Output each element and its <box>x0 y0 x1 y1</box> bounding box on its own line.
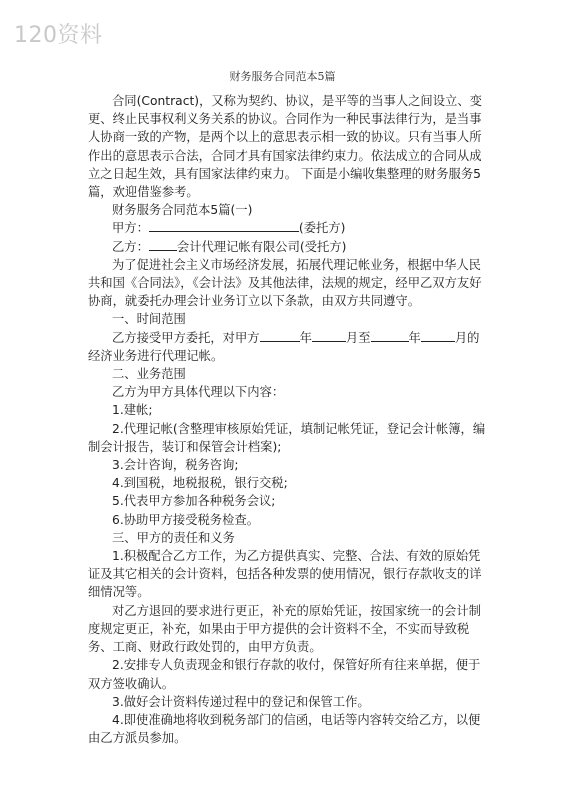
party-a-label: 甲方： <box>112 221 149 236</box>
section1-heading: 一、时间范围 <box>112 312 186 327</box>
document-body <box>88 92 488 747</box>
section2-item: 3.会计咨询，税务咨询; <box>112 458 239 473</box>
month-to-label: 月至 <box>345 330 371 345</box>
section2-item: 5.代表甲方参加各种税务会议; <box>112 494 276 509</box>
watermark: 120资料 <box>14 23 103 48</box>
section3-item: 2.安排专人负责现金和银行存款的收付，保管好所有往来单据，便于双方签收确认。 <box>88 658 481 691</box>
party-b-name: 会计代理记帐有限公司 <box>176 239 300 254</box>
section2-heading: 二、业务范围 <box>112 367 186 382</box>
section3-item: 对乙方退回的要求进行更正，补充的原始凭证，按国家统一的会计制度规定更正，补充，如果由于甲方提供的会计资料不全，不实而导致税务、工商、财政行政处罚的，由甲方负责。 <box>88 603 481 655</box>
section2-item: 2.代理记帐(含整理审核原始凭证，填制记帐凭证，登记会计帐簿，编制会计报告，装订和保管会计档案); <box>88 421 486 454</box>
section3-heading: 三、甲方的责任和义务 <box>112 530 235 545</box>
section2-item: 1.建帐; <box>112 403 153 418</box>
start-month-blank <box>312 329 346 342</box>
party-b-label: 乙方： <box>112 239 149 254</box>
purpose-paragraph: 为了促进社会主义市场经济发展，拓展代理记帐业务，根据中华人民共和国《合同法》，《会计法》及其他法律，法规的规定，经甲乙双方友好协商，就委托办理会计业务订立以下条款，由双方共同遵守。 <box>88 257 482 309</box>
contract-subtitle: 财务服务合同范本5篇(一) <box>112 203 253 218</box>
party-a-line <box>88 219 488 237</box>
end-month-blank <box>421 329 455 342</box>
start-year-blank <box>260 329 300 342</box>
section3-item: 1.积极配合乙方工作，为乙方提供真实、完整、合法、有效的原始凭证及其它相关的会计资料，包括各种发票的使用情况，银行存款收支的详细情况等。 <box>88 549 482 600</box>
section1-paragraph <box>88 329 488 365</box>
document-title: 财务服务合同范本5篇 <box>229 70 336 83</box>
section1-text-a: 乙方接受甲方委托，对甲方 <box>112 330 260 345</box>
section3-item: 3.做好会计资料传递过程中的登记和保管工作。 <box>112 694 370 709</box>
party-b-blank <box>149 238 177 251</box>
end-year-blank <box>371 329 409 342</box>
party-a-suffix: (委托方) <box>298 221 346 236</box>
section2-item: 4.到国税，地税报税，银行交税; <box>112 476 288 491</box>
section3-item: 4.即使准确地将收到税务部门的信函，电话等内容转交给乙方，以便由乙方派员参加。 <box>88 712 481 746</box>
party-a-blank <box>149 219 299 232</box>
year-label-2: 年 <box>408 330 421 345</box>
section2-intro: 乙方为甲方具体代理以下内容： <box>112 385 285 400</box>
party-b-line <box>88 238 488 256</box>
section1-text-b: 月的经济业务进行代理记帐。 <box>88 330 480 363</box>
party-b-suffix: (受托方) <box>299 239 347 254</box>
section2-item: 6.协助甲方接受税务检查。 <box>112 512 259 527</box>
intro-paragraph: 合同(Contract)，又称为契约、协议，是平等的当事人之间设立、变更、终止民事权利义务关系的协议。合同作为一种民事法律行为，是当事人协商一致的产物，是两个以上的意思表示相一致的协议。只有当事人所作出的意思表示合法，合同才具有国家法律约束力。依法成立的合同从成立之日起生效，具有国家法律约束力。 下面是小编收集整理的财务服务5篇，欢迎借鉴参考。 <box>88 94 482 200</box>
year-label-1: 年 <box>299 330 312 345</box>
